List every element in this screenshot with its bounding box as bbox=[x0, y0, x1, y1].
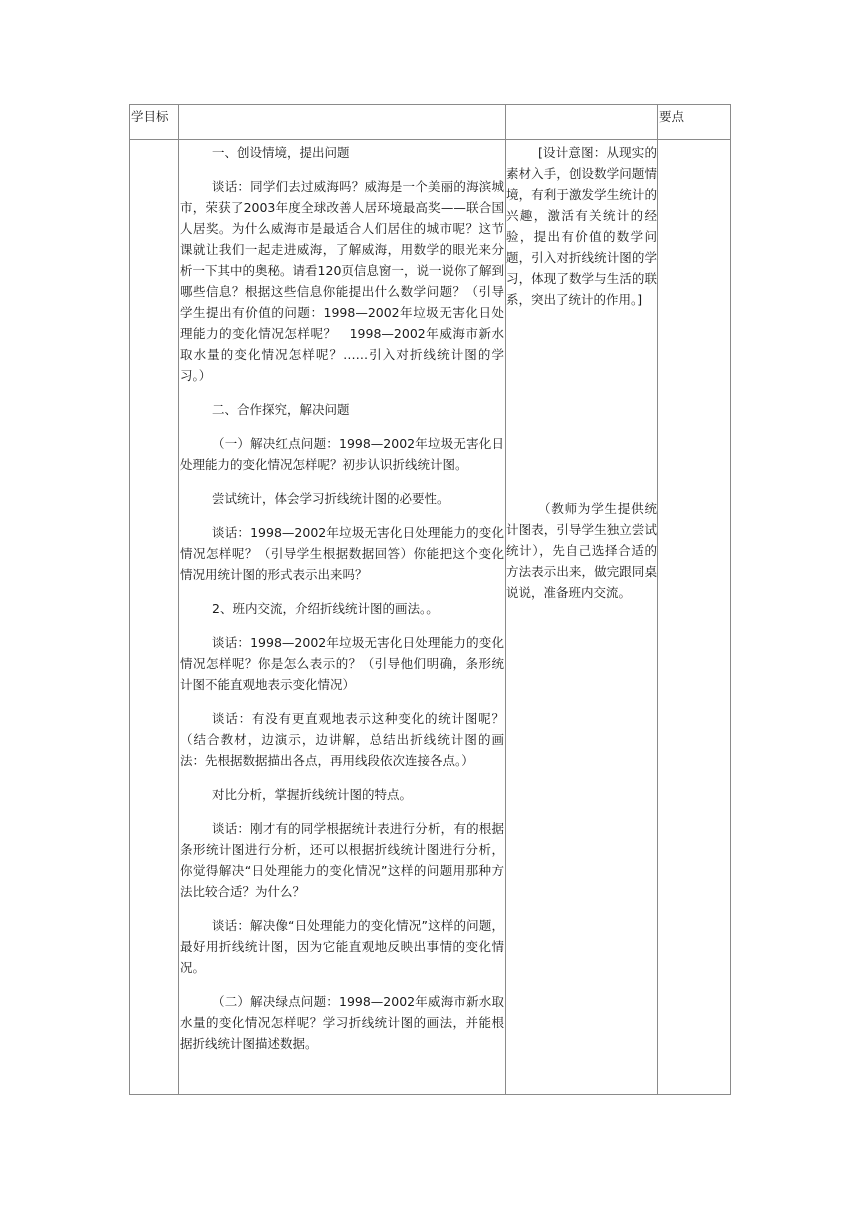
paragraph-red-point: （一）解决红点问题：1998—2002年垃圾无害化日处理能力的变化情况怎样呢？初步认识折线统计图。 bbox=[180, 436, 504, 472]
paragraph-talk-1: 谈话：1998—2002年垃圾无害化日处理能力的变化情况怎样呢？（引导学生根据数据回答）你能把这个变化情况用统计图的形式表示出来吗？ bbox=[180, 525, 504, 582]
header-key-points: 要点 bbox=[659, 109, 685, 124]
table-right-border bbox=[730, 104, 731, 1095]
paragraph-intro-talk: 谈话：同学们去过威海吗？威海是一个美丽的海滨城市，荣获了2003年度全球改善人居环境最高奖——联合国人居奖。为什么威海市是最适合人们居住的城市呢？这节课就让我们一起走进威海，了解威海，用数学的眼光来分析一下其中的奥秘。请看120页信息窗一，说一说你了解到哪些信息？根据这些信息你能提出什么数学问题？（引导学生提出有价值的问题：1998—2002年垃圾无害化日处理能力的变化情况怎样呢？ 1998—2002年威海市新水取水量的变化情况怎样呢？……引入对折线统计图的学习。） bbox=[180, 179, 504, 383]
design-intent-note bbox=[506, 142, 657, 310]
table-top-border bbox=[129, 104, 731, 105]
column-divider-1 bbox=[178, 104, 179, 1095]
paragraph-class-exchange: 2、班内交流，介绍折线统计图的画法。。 bbox=[212, 601, 439, 616]
paragraph-talk-2: 谈话：1998—2002年垃圾无害化日处理能力的变化情况怎样呢？你是怎么表示的？（引导他们明确，条形统计图不能直观地表示变化情况） bbox=[180, 635, 504, 692]
table-left-border bbox=[129, 104, 130, 1095]
section-heading-2: 二、合作探究，解决问题 bbox=[212, 402, 350, 417]
design-note-1: [设计意图：从现实的素材入手，创设数学问题情境，有利于激发学生统计的兴趣，激活有关统计的经验，提出有价值的数学问题，引入对折线统计图的学习，体现了数学与生活的联系，突出了统计的作用。] bbox=[506, 145, 657, 307]
paragraph-talk-4: 谈话：刚才有的同学根据统计表进行分析，有的根据条形统计图进行分析，还可以根据折线统计图进行分析，你觉得解决“日处理能力的变化情况”这样的问题用那种方法比较合适？为什么？ bbox=[180, 821, 504, 899]
design-note-2: （教师为学生提供统计图表，引导学生独立尝试统计），先自己选择合适的方法表示出来，做完跟同桌说说，准备班内交流。 bbox=[506, 501, 657, 600]
paragraph-try-statistics: 尝试统计，体会学习折线统计图的必要性。 bbox=[212, 491, 450, 506]
column-divider-3 bbox=[657, 104, 658, 1095]
table-bottom-border bbox=[129, 1094, 731, 1095]
paragraph-talk-5: 谈话：解决像“日处理能力的变化情况”这样的问题，最好用折线统计图，因为它能直观地反映出事情的变化情况。 bbox=[180, 918, 504, 975]
paragraph-green-point: （二）解决绿点问题：1998—2002年威海市新水取水量的变化情况怎样呢？学习折线统计图的画法，并能根据折线统计图描述数据。 bbox=[180, 994, 504, 1051]
teaching-process-cell bbox=[180, 142, 504, 1054]
paragraph-talk-3: 谈话：有没有更直观地表示这种变化的统计图呢？（结合教材，边演示，边讲解，总结出折线统计图的画法：先根据数据描出各点，再用线段依次连接各点。） bbox=[180, 711, 504, 768]
header-teaching-goal: 学目标 bbox=[131, 109, 169, 124]
section-heading-1: 一、创设情境，提出问题 bbox=[212, 145, 350, 160]
paragraph-compare: 对比分析，掌握折线统计图的特点。 bbox=[212, 787, 413, 802]
teacher-activity-note bbox=[506, 498, 657, 603]
header-row-border bbox=[129, 139, 731, 140]
